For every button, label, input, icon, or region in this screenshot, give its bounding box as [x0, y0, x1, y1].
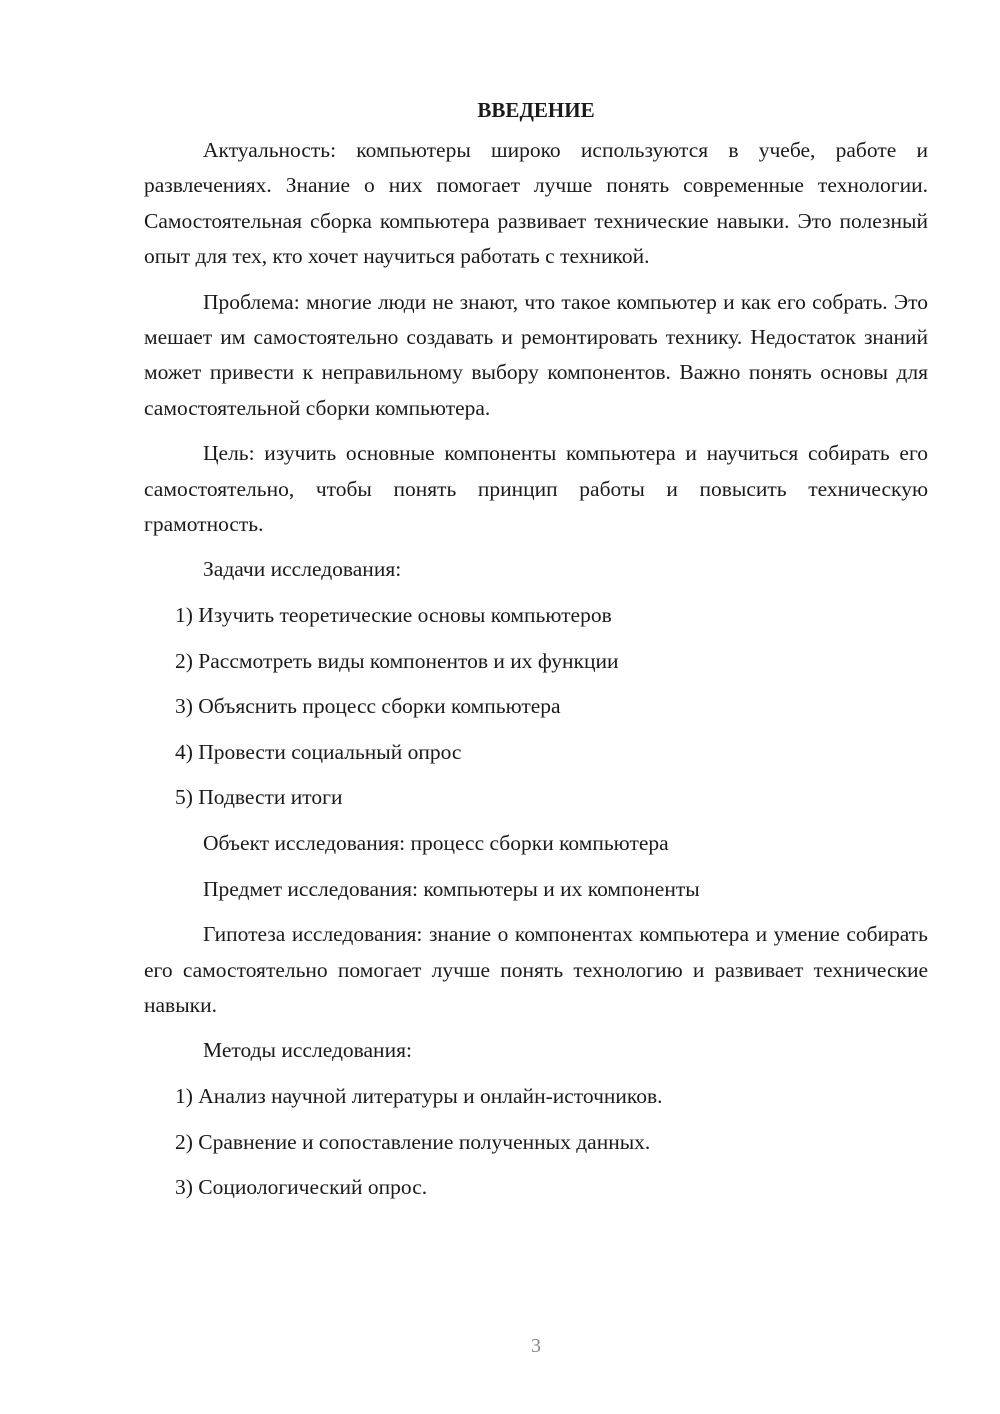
- document-title: ВВЕДЕНИЕ: [477, 98, 595, 122]
- hypothesis-paragraph: Гипотеза исследования: знание о компонентах компьютера и умение собирать его самостоятельно помогает лучше понять технологию и развивает технические навыки.: [144, 922, 928, 1018]
- task-item: 1) Изучить теоретические основы компьютеров: [175, 603, 612, 628]
- methods-heading: Методы исследования:: [203, 1038, 412, 1063]
- task-item: 2) Рассмотреть виды компонентов и их функции: [175, 648, 619, 673]
- method-item: 2) Сравнение и сопоставление полученных данных.: [175, 1129, 651, 1154]
- method-item: 3) Социологический опрос.: [175, 1175, 428, 1200]
- research-subject: Предмет исследования: компьютеры и их компоненты: [203, 876, 700, 901]
- goal-paragraph: Цель: изучить основные компоненты компьютера и научиться собирать его самостоятельно, чтобы понять принцип работы и повысить техническую грамотность.: [144, 441, 928, 537]
- tasks-heading: Задачи исследования:: [203, 557, 402, 582]
- page-number: 3: [531, 1335, 541, 1357]
- task-item: 4) Провести социальный опрос: [175, 739, 462, 764]
- problem-paragraph: Проблема: многие люди не знают, что такое компьютер и как его собрать. Это мешает им самостоятельно создавать и ремонтировать технику. Недостаток знаний может привести к неправильному выбору компонентов. Важно понять основы для самостоятельной сборки компьютера.: [144, 289, 928, 420]
- task-item: 5) Подвести итоги: [175, 785, 343, 810]
- document-page: [144, 93, 928, 1216]
- research-object: Объект исследования: процесс сборки компьютера: [203, 831, 669, 856]
- relevance-paragraph: Актуальность: компьютеры широко используются в учебе, работе и развлечениях. Знание о них помогает лучше понять современные технологии. Самостоятельная сборка компьютера развивает технические навыки. Это полезный опыт для тех, кто хочет научиться работать с техникой.: [144, 138, 928, 269]
- task-item: 3) Объяснить процесс сборки компьютера: [175, 694, 561, 719]
- method-item: 1) Анализ научной литературы и онлайн-источников.: [175, 1084, 663, 1109]
